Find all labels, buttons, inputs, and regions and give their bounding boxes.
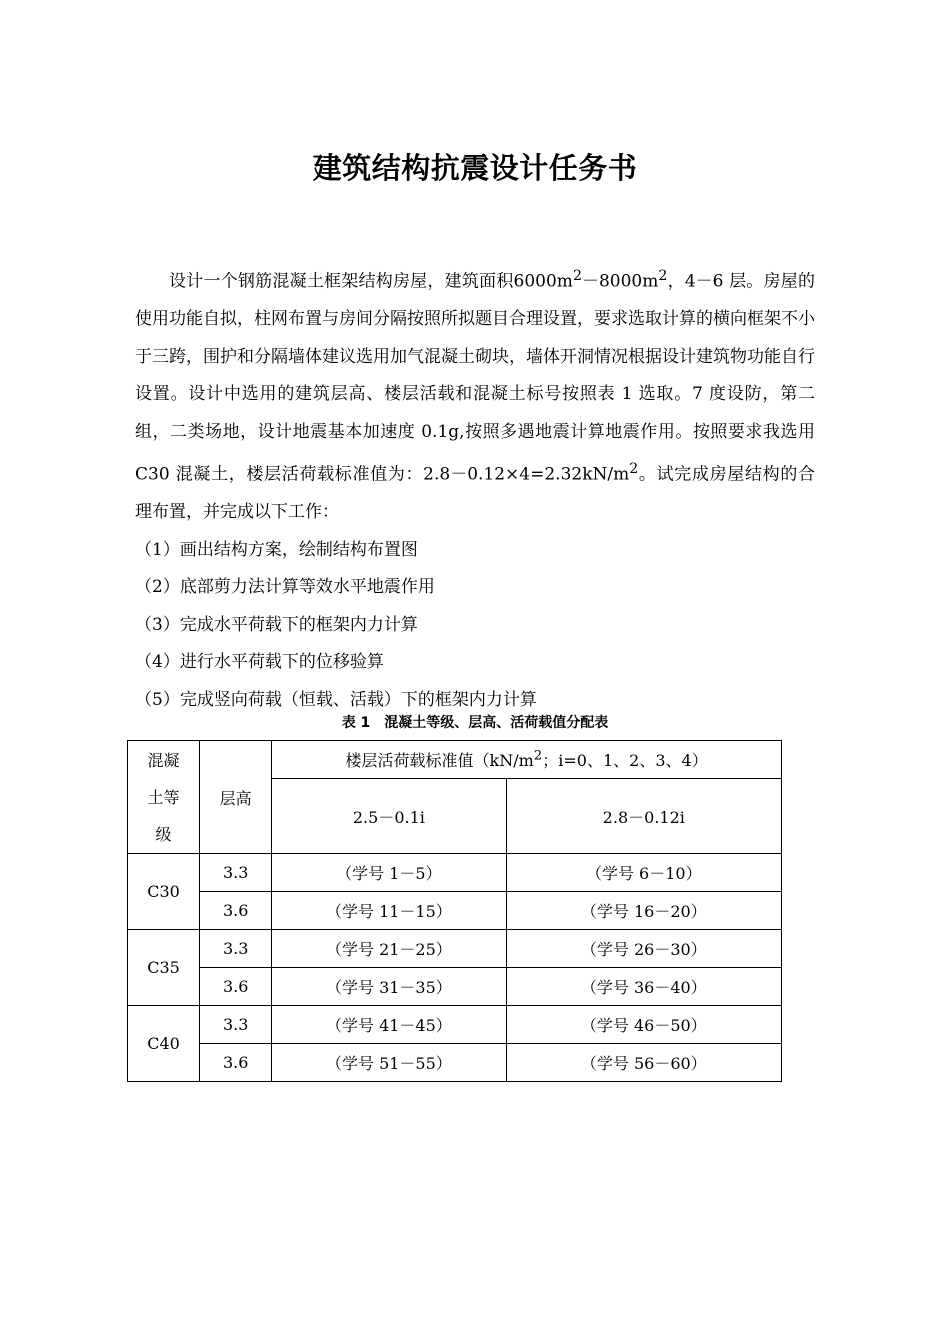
cell-b: （学号 56－60）	[506, 1044, 781, 1082]
cell-b: （学号 16－20）	[506, 892, 781, 930]
header-load-text-end: ；i=0、1、2、3、4）	[542, 751, 708, 770]
para-text-3: ，4－6 层。房屋的使用功能自拟，柱网布置与房间分隔按照所拟题目合理设置，要求选取计算的横向框架不小于三跨，围护和分隔墙体建议选用加气混凝土砌块，墙体开洞情况根据设计建筑物功能自行设置。设计中选用的建筑层高、楼层活载和混凝土标号按照表 1 选取。7 度设防，第二组，二类场地，设计地震基本加速度 0.1g,按照多遇地震计算地震作用。按照要求我选用 C30 混凝土，楼层活荷载标准值为：2.8－0.12×4=2.32kN/m	[135, 271, 815, 485]
header-load-group	[272, 741, 782, 779]
header-grade	[128, 741, 200, 854]
cell-a: （学号 51－55）	[272, 1044, 506, 1082]
cell-height: 3.3	[200, 1006, 272, 1044]
header-height: 层高	[200, 741, 272, 854]
table-row	[128, 968, 782, 1006]
header-load-superscript: 2	[533, 748, 543, 764]
intro-paragraph	[135, 258, 815, 532]
header-grade-line: 级	[155, 824, 172, 844]
cell-b: （学号 46－50）	[506, 1006, 781, 1044]
cell-height: 3.3	[200, 854, 272, 892]
cell-height: 3.6	[200, 892, 272, 930]
cell-grade: C35	[128, 930, 200, 1006]
task-item: （2）底部剪力法计算等效水平地震作用	[135, 577, 435, 598]
para-superscript-2: 2	[658, 268, 668, 284]
cell-a: （学号 11－15）	[272, 892, 506, 930]
para-superscript-3: 2	[629, 461, 639, 478]
para-text-4: 。试完成房屋结构的合理布置，并完成以下工作：	[135, 464, 815, 523]
cell-b: （学号 6－10）	[506, 854, 781, 892]
header-formula-a: 2.5－0.1i	[272, 779, 506, 854]
cell-a: （学号 21－25）	[272, 930, 506, 968]
para-superscript-1: 2	[572, 268, 582, 284]
table-row	[128, 892, 782, 930]
para-text-1: 设计一个钢筋混凝土框架结构房屋，建筑面积6000m	[169, 271, 573, 292]
cell-grade: C40	[128, 1006, 200, 1082]
cell-height: 3.6	[200, 1044, 272, 1082]
cell-height: 3.3	[200, 930, 272, 968]
task-item: （1）画出结构方案，绘制结构布置图	[135, 539, 418, 560]
cell-a: （学号 1－5）	[272, 854, 506, 892]
task-item: （5）完成竖向荷载（恒载、活载）下的框架内力计算	[135, 689, 537, 710]
table-row	[128, 1006, 782, 1044]
document-title: 建筑结构抗震设计任务书	[312, 151, 638, 185]
document-body	[135, 258, 815, 719]
header-grade-line: 混凝	[147, 750, 180, 770]
table-row	[128, 1044, 782, 1082]
cell-grade: C30	[128, 854, 200, 930]
table-header-row	[128, 741, 782, 779]
task-item: （4）进行水平荷载下的位移验算	[135, 652, 384, 673]
header-load-text: 楼层活荷载标准值（kN/m	[345, 751, 534, 770]
header-grade-line: 土等	[147, 787, 180, 807]
cell-b: （学号 36－40）	[506, 968, 781, 1006]
table-row	[128, 854, 782, 892]
para-text-2: －8000m	[581, 271, 659, 292]
table-row	[128, 930, 782, 968]
allocation-table	[127, 740, 782, 1082]
cell-a: （学号 41－45）	[272, 1006, 506, 1044]
cell-a: （学号 31－35）	[272, 968, 506, 1006]
cell-b: （学号 26－30）	[506, 930, 781, 968]
header-formula-b: 2.8－0.12i	[506, 779, 781, 854]
table-caption: 表 1 混凝土等级、层高、活荷载值分配表	[341, 715, 609, 731]
task-item: （3）完成水平荷载下的框架内力计算	[135, 614, 418, 635]
cell-height: 3.6	[200, 968, 272, 1006]
